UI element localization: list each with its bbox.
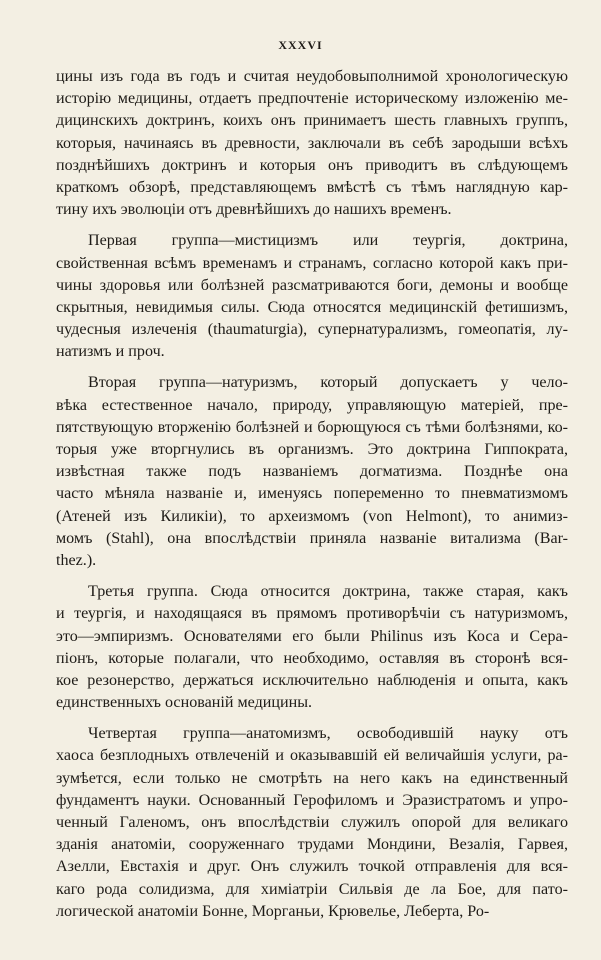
text-line: кое резонерство, держаться исключительно наблюденія и опыта, какъ	[56, 671, 568, 689]
paragraph	[56, 581, 568, 714]
text-line: Четвертая группа—анатомизмъ, освободившій науку отъ	[88, 725, 568, 743]
text-line: краткомъ обзорѣ, представляющемъ вмѣстѣ съ тѣмъ наглядную кар-	[56, 178, 568, 196]
text-line: вѣка естественное начало, природу, управляющую матеріей, пре-	[56, 396, 568, 414]
text-line: это—эмпиризмъ. Основателями его были Philinus изъ Коса и Сера-	[56, 627, 568, 645]
page-number: XXXVI	[278, 38, 323, 52]
text-line: часто мѣняла названіе и, именуясь попеременно то пневматизмомъ	[56, 485, 568, 503]
text-line: чудесныя излеченія (thaumaturgia), супернатурализмъ, гомеопатія, лу-	[56, 321, 568, 339]
text-line: thez.).	[56, 551, 97, 569]
text-line: піонъ, которые полагали, что необходимо, оставляя въ сторонѣ вся-	[56, 649, 568, 667]
text-line: и теургія, и находящаяся въ прямомъ противорѣчіи съ натуризмомъ,	[56, 605, 568, 623]
text-line: логической анатоміи Бонне, Морганьи, Крювелье, Лебертa, Ро-	[56, 902, 490, 920]
paragraph	[56, 372, 568, 572]
text-line: тину ихъ эволюціи отъ древнѣйшихъ до нашихъ временъ.	[56, 201, 452, 219]
text-line: зданія анатоміи, сооруженнаго трудами Мондини, Везалія, Гарвея,	[56, 836, 568, 854]
text-line: натизмъ и проч.	[56, 343, 165, 361]
text-line: единственныхъ основаній медицины.	[56, 694, 313, 712]
text-line: извѣстная также подъ названіемъ догматизма. Позднѣе она	[56, 463, 568, 481]
text-line: (Атеней изъ Киликіи), то археизмомъ (von Helmont), то анимиз-	[56, 507, 568, 525]
body-text	[56, 66, 568, 923]
paragraph	[56, 723, 568, 923]
text-line: Вторая группа—натуризмъ, который допускаетъ у чело-	[88, 374, 568, 392]
text-line: исторію медицины, отдаетъ предпочтеніе историческому изложенію ме-	[56, 90, 568, 108]
text-line: каго рода солидизма, для химіатріи Сильвія де ла Боe, для пато-	[56, 880, 568, 898]
text-line: свойственная всѣмъ временамъ и странамъ, согласно которой какъ при-	[56, 254, 568, 272]
text-line: которыя, начинаясь въ древности, заключали въ себѣ зародыши всѣхъ	[56, 134, 568, 152]
text-line: Первая группа—мистицизмъ или теургія, доктрина,	[88, 232, 568, 250]
text-line: зумѣется, если только не смотрѣть на него какъ на единственный	[56, 769, 568, 787]
text-line: торыя уже вторгнулись въ организмъ. Это доктрина Гиппократа,	[56, 441, 568, 458]
text-line: позднѣйшихъ доктринъ и которыя онъ приводитъ въ слѣдующемъ	[56, 156, 568, 174]
text-line: скрытныя, невидимыя силы. Сюда относятся медицинскій фетишизмъ,	[56, 298, 568, 316]
text-line: фундаментъ науки. Основанный Герофиломъ и Эразистратомъ и упро-	[56, 791, 568, 809]
text-line: Азелли, Евстахія и друг. Онъ служилъ точкой отправленія для вся-	[56, 858, 568, 876]
text-line: дицинскихъ доктринъ, коихъ онъ принимаетъ шесть главныхъ группъ,	[56, 112, 568, 130]
paragraph	[56, 230, 568, 363]
paragraph	[56, 66, 568, 221]
text-line: хаоса безплодныхъ отвлеченій и оказывавшій ей величайшія услуги, ра-	[56, 747, 568, 765]
text-line: ченный Галеномъ, онъ впослѣдствіи служилъ опорой для великаго	[56, 814, 568, 831]
text-line: Третья группа. Сюда относится доктрина, также старая, какъ	[88, 583, 568, 601]
text-line: чины здоровья или болѣзней разсматриваются боги, демоны и вообще	[56, 276, 568, 294]
text-line: момъ (Stahl), она впослѣдствіи приняла названіе витализма (Bar-	[56, 529, 568, 547]
text-line: цины изъ года въ годъ и считая неудобовыполнимой хронологическую	[56, 68, 568, 85]
text-line: пятствующую вторженію болѣзней и борющуюся съ тѣми болѣзнями, ко-	[56, 418, 568, 436]
